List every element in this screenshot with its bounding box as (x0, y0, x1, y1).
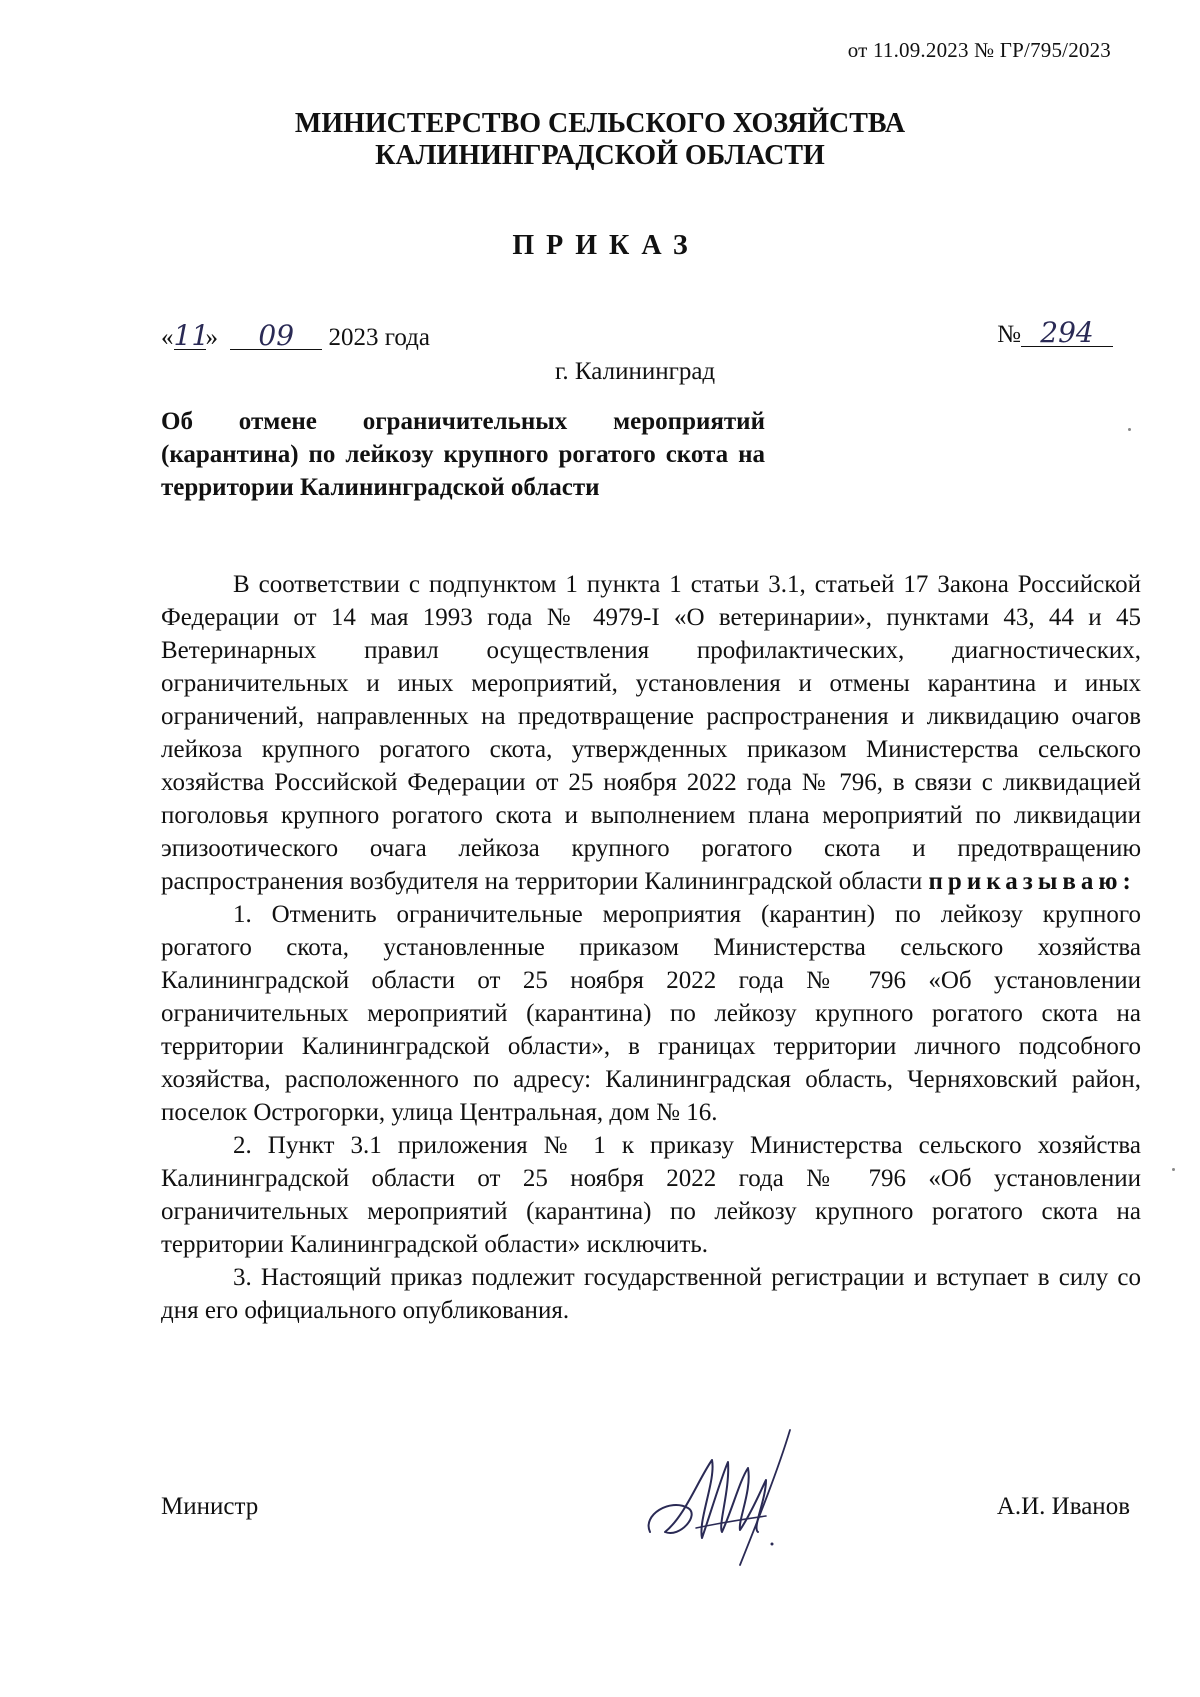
date-day-handwritten: 11 (173, 319, 210, 352)
handwritten-signature (640, 1420, 810, 1570)
document-kind: ПРИКАЗ (512, 230, 700, 261)
organization-title-line2: КАЛИНИНГРАДСКОЙ ОБЛАСТИ (375, 140, 825, 171)
date-close-quote: » (205, 324, 218, 351)
signer-name: А.И. Иванов (996, 1493, 1130, 1520)
date-month-handwritten: 09 (230, 323, 322, 350)
organization-title (0, 108, 1200, 172)
order-number-prefix: № (997, 321, 1021, 348)
organization-title-line1: МИНИСТЕРСТВО СЕЛЬСКОГО ХОЗЯЙСТВА (294, 108, 906, 139)
date-open-quote: « (161, 324, 174, 351)
preamble-text: В соответствии с подпунктом 1 пункта 1 статьи 3.1, статьей 17 Закона Российской Федерации от 14 мая 1993 года № 4979-I «О ветеринарии», пунктами 43, 44 и 45 Ветеринарных правил осуществления профилактических, диагностических, ограничительных и иных мероприятий, установления и отмены карантина и иных ограничений, направленных на предотвращение распространения и ликвидацию очагов лейкоза крупного рогатого скота, утвержденных приказом Министерства сельского хозяйства Российской Федерации от 25 ноября 2022 года № 796, в связи с ликвидацией поголовья крупного рогатого скота и выполнением плана мероприятий по ликвидации эпизоотического очага лейкоза крупного рогатого скота и предотвращению распространения возбудителя на территории Калининградской области (161, 571, 1141, 895)
order-word: приказываю: (928, 868, 1136, 895)
preamble-paragraph (161, 568, 1141, 898)
order-item-2: 2. Пункт 3.1 приложения № 1 к приказу Министерства сельского хозяйства Калининградской области от 25 ноября 2022 года № 796 «Об установлении ограничительных мероприятий (карантина) по лейкозу крупного рогатого скота на территории Калининградской области» исключить. (161, 1132, 1141, 1258)
date-year: 2023 года (328, 324, 430, 351)
order-number (997, 316, 1113, 349)
order-number-handwritten: 294 (1021, 320, 1113, 347)
order-item-1: 1. Отменить ограничительные мероприятия (карантин) по лейкозу крупного рогатого скота, установленные приказом Министерства сельского хозяйства Калининградской области от 25 ноября 2022 года № 796 «Об установлении ограничительных мероприятий (карантина) по лейкозу крупного рогатого скота на территории Калининградской области», в границах территории личного подсобного хозяйства, расположенного по адресу: Калининградская область, Черняховский район, поселок Острогорки, улица Центральная, дом № 16. (161, 901, 1141, 1126)
signer-role: Министр (161, 1493, 259, 1520)
order-subject: Об отмене ограничительных мероприятий (карантина) по лейкозу крупного рогатого скота на территории Калининградской области (161, 408, 765, 501)
order-date (161, 319, 430, 352)
order-item-3: 3. Настоящий приказ подлежит государственной регистрации и вступает в силу со дня его официального опубликования. (161, 1264, 1141, 1324)
scan-speck (1128, 428, 1131, 431)
registration-number: от 11.09.2023 № ГР/795/2023 (847, 38, 1111, 62)
scan-speck (1172, 1168, 1175, 1171)
order-body (161, 568, 1141, 1327)
city: г. Калининград (555, 358, 716, 385)
